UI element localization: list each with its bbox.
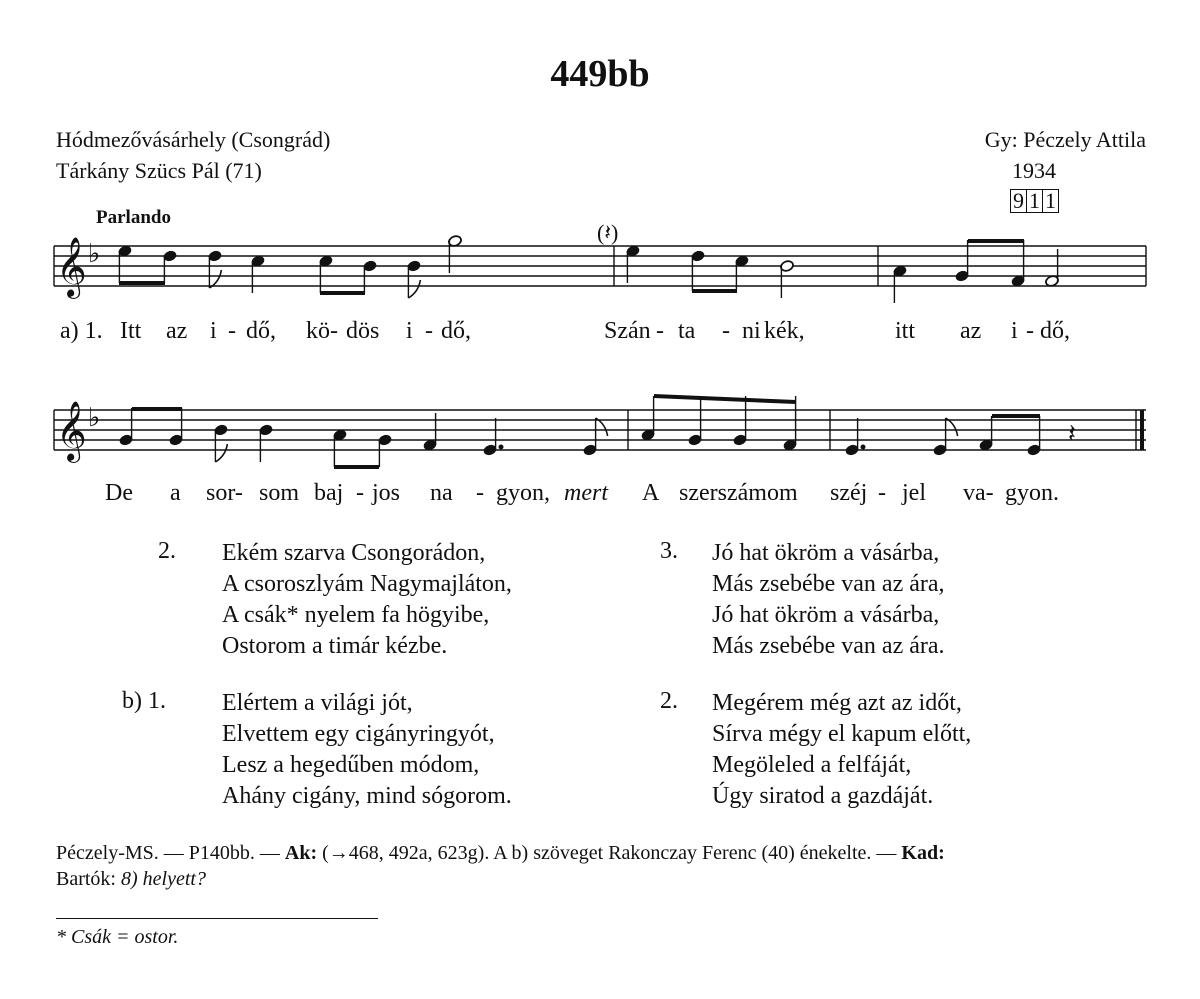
lyric-syllable: kö- [306, 318, 338, 344]
flat-key-signature: ♭ [88, 239, 101, 269]
ak-label: Ak: [284, 842, 318, 864]
asterisk-note: * Csák = ostor. [56, 926, 179, 948]
stanza-line: Elértem a világi jót, [222, 690, 413, 716]
stanza-line: Sírva mégy el kapum előtt, [712, 721, 972, 747]
lyric-syllable: ni [742, 318, 761, 344]
stanza-line: A csoroszlyám Nagymajláton, [222, 571, 512, 597]
lyric-syllable: dös [346, 318, 380, 344]
lyric-syllable: ta [678, 318, 696, 344]
lyric-syllable: mert [564, 480, 608, 506]
source-text: Péczely-MS. — P140bb. — [56, 842, 285, 864]
note-flag [215, 444, 227, 462]
note-flag [946, 418, 958, 436]
kad-text: Bartók: [56, 868, 121, 890]
lyric-syllable: Szán [604, 318, 651, 344]
lyric-syllable: - [722, 318, 730, 344]
lyric-syllable: na [430, 480, 453, 506]
stanza-line: Jó hat ökröm a vásárba, [712, 602, 940, 628]
collector-label: Gy: Péczely Attila [984, 127, 1146, 152]
footnote-rule [56, 918, 378, 919]
stanza-line: Ahány cigány, mind sógorom. [222, 783, 512, 809]
lyric-syllable: széj [830, 480, 868, 506]
lyric-syllable: i [1011, 318, 1018, 344]
lyric-syllable: De [105, 480, 133, 506]
lyric-syllable: A [642, 480, 660, 506]
stanza-line: Más zsebébe van az ára, [712, 571, 945, 597]
stanza-line: Lesz a hegedűben módom, [222, 752, 480, 778]
lyric-syllable: dő, [246, 318, 276, 344]
beam [334, 465, 379, 469]
code-box: 1 [1042, 189, 1059, 213]
lyric-syllable: - [356, 480, 364, 506]
lyric-syllable: - [656, 318, 664, 344]
treble-clef: 𝄞 [56, 237, 87, 297]
stanza-line: Jó hat ökröm a vásárba, [712, 540, 940, 566]
stanza-line: Megérem még azt az időt, [712, 690, 962, 716]
lyric-syllable: - [1026, 318, 1034, 344]
lyric-syllable: az [960, 318, 982, 344]
place-label: Hódmezővásárhely (Csongrád) [56, 127, 331, 152]
stanza-line: Elvettem egy cigányringyót, [222, 721, 495, 747]
lyric-syllable: dő, [441, 318, 471, 344]
page-title: 449bb [550, 53, 650, 95]
optional-rest: (𝄽) [597, 220, 619, 245]
stanza-line: Megöleled a felfáját, [712, 752, 912, 778]
beam [320, 291, 365, 295]
quarter-rest: 𝄽 [1068, 419, 1076, 449]
lyric-syllable: gyon, [496, 480, 550, 506]
lyric-syllable: jel [902, 480, 926, 506]
stanza-number: 3. [660, 538, 678, 564]
year-label: 1934 [1012, 158, 1056, 183]
stanza-number: 2. [158, 538, 176, 564]
final-barline [1140, 410, 1144, 450]
kad-label: Kad: [901, 842, 945, 864]
stanza-line: Ostorom a timár kézbe. [222, 633, 448, 659]
lyric-syllable: - [425, 318, 433, 344]
lyric-syllable: dő, [1040, 318, 1070, 344]
lyric-syllable: baj [314, 480, 344, 506]
singer-label: Tárkány Szücs Pál (71) [56, 158, 262, 183]
lyric-syllable: jos [372, 480, 401, 506]
lyric-syllable: sor- [206, 480, 243, 506]
ak-text: (→468, 492a, 623g). A b) szöveget Rakonczay Ferenc (40) énekelte. — [317, 842, 902, 864]
lyric-syllable: a [170, 480, 181, 506]
stanza-line: A csák* nyelem fa högyibe, [222, 602, 490, 628]
stanza-3 [712, 538, 945, 662]
lyric-syllable: som [259, 480, 300, 506]
stanza-number: b) 1. [122, 688, 166, 714]
lyric-syllable: - [228, 318, 236, 344]
lyric-syllable: - [878, 480, 886, 506]
source-note [56, 842, 945, 865]
beam [654, 394, 796, 404]
kad-italic: 8) helyett? [121, 868, 206, 890]
stanza-2 [222, 538, 512, 662]
lyric-syllable: i [406, 318, 413, 344]
lyric-syllable: i [210, 318, 217, 344]
stanza-line: Ekém szarva Csongorádon, [222, 540, 486, 566]
stanza-line: Úgy siratod a gazdáját. [712, 783, 934, 809]
lyric-syllable: - [476, 480, 484, 506]
note-flag [596, 418, 608, 436]
beam [968, 239, 1024, 243]
kad-note [56, 868, 206, 891]
note-flag [408, 280, 420, 298]
stanza-b1 [222, 688, 512, 812]
code-box: 1 [1026, 189, 1043, 213]
lyric-syllable: Itt [120, 318, 142, 344]
beam [992, 414, 1040, 418]
beam [119, 281, 165, 285]
lyric-syllable: va- [963, 480, 994, 506]
lyric-syllable: az [166, 318, 188, 344]
note-dot [861, 445, 865, 449]
stanza-number: 2. [660, 688, 678, 714]
lyric-syllable: gyon. [1005, 480, 1059, 506]
code-box: 9 [1010, 189, 1027, 213]
note-dot [499, 445, 503, 449]
beam [132, 407, 182, 411]
lyric-syllable: itt [895, 318, 916, 344]
flat-key-signature: ♭ [88, 403, 101, 433]
tempo-marking: Parlando [96, 207, 171, 228]
beam [692, 289, 737, 293]
stanza-b2 [712, 688, 971, 812]
lyric-syllable: kék, [764, 318, 805, 344]
stanza-line: Más zsebébe van az ára. [712, 633, 945, 659]
lyrics-prefix: a) 1. [60, 318, 103, 344]
lyric-syllable: szerszámom [679, 480, 798, 506]
treble-clef: 𝄞 [56, 401, 87, 461]
